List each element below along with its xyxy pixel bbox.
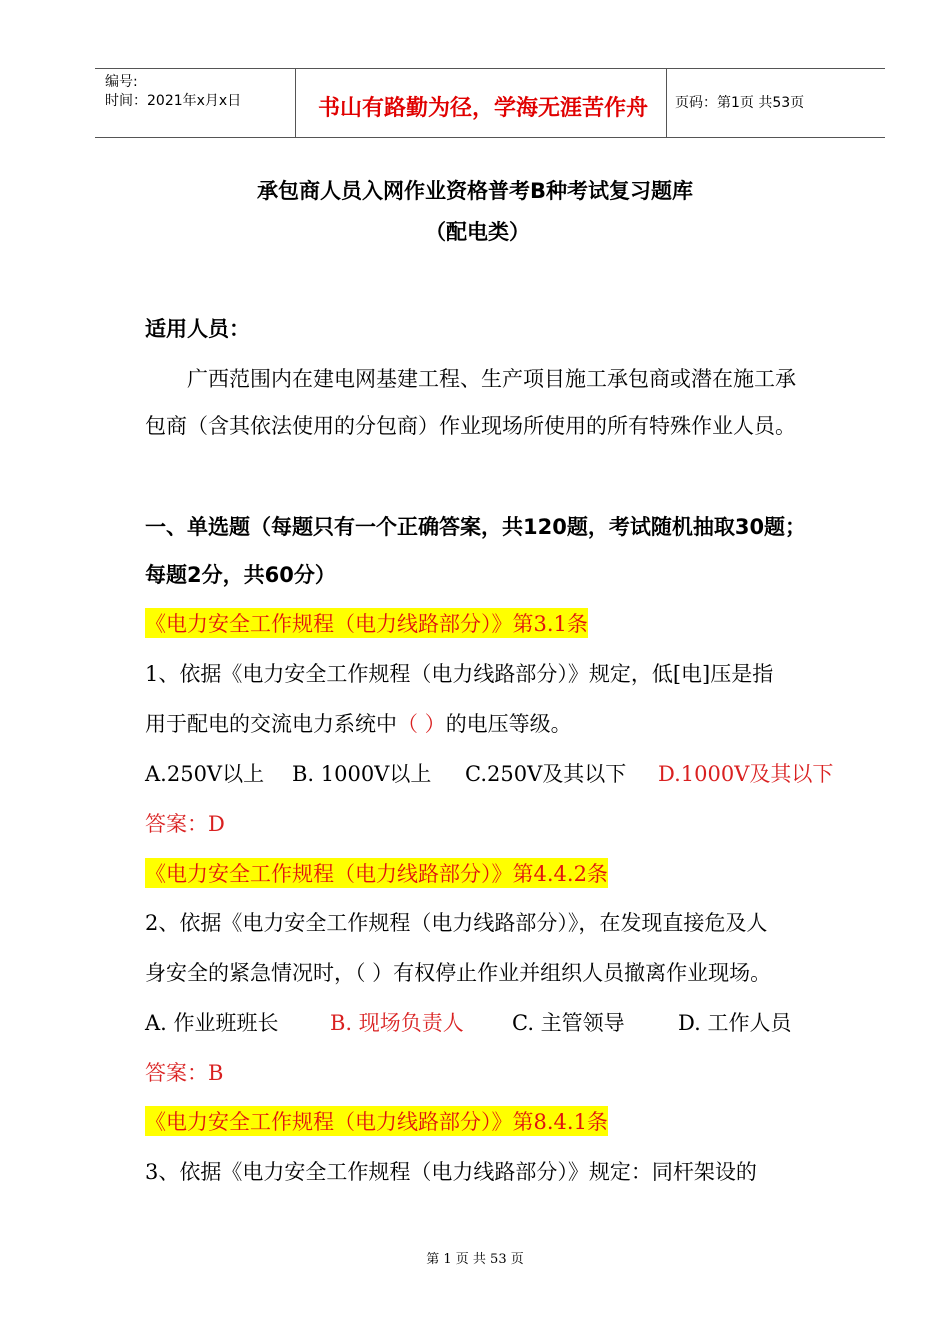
q3-text-line-1: 3、依据《电力安全工作规程（电力线路部分）》规定：同杆架设的: [145, 1160, 757, 1184]
q2-option-b: B. 现场负责人: [330, 1011, 464, 1035]
q1-answer: 答案：D: [145, 812, 225, 836]
applicable-line-1: 广西范围内在建电网基建工程、生产项目施工承包商或潜在施工承: [187, 367, 796, 391]
applicable-line-2: 包商（含其依法使用的分包商）作业现场所使用的所有特殊作业人员。: [145, 414, 796, 438]
q1-text-line-2: [145, 708, 572, 738]
doc-subtitle: （配电类）: [425, 220, 530, 244]
number-label: 编号:: [105, 74, 138, 90]
q2-answer: 答案：B: [145, 1061, 224, 1085]
doc-title: 承包商人员入网作业资格普考B种考试复习题库: [257, 179, 694, 203]
q2-text-line-2: 身安全的紧急情况时，（ ）有权停止作业并组织人员撤离作业现场。: [145, 961, 772, 985]
q1-option-b: B. 1000V以上: [292, 762, 432, 786]
header-info-cell: [95, 69, 295, 137]
q1-blank: （ ）: [397, 712, 446, 736]
q3-source: 《电力安全工作规程（电力线路部分）》第8.4.1条: [145, 1106, 608, 1136]
q2-source: 《电力安全工作规程（电力线路部分）》第4.4.2条: [145, 858, 608, 888]
page-header: [95, 68, 885, 138]
applicable-heading: 适用人员：: [145, 317, 250, 341]
q1-option-a: A.250V以上: [145, 762, 265, 786]
q1-text-line-1: 1、依据《电力安全工作规程（电力线路部分）》规定，低[电]压是指: [145, 662, 774, 686]
header-motto-cell: [295, 69, 667, 137]
section-heading-line-1: 一、单选题（每题只有一个正确答案，共120题，考试随机抽取30题；: [145, 515, 807, 539]
section-heading-line-2: 每题2分，共60分）: [145, 563, 336, 587]
q2-option-d: D. 工作人员: [678, 1011, 792, 1035]
q1-text-part-a: 用于配电的交流电力系统中: [145, 712, 397, 736]
page-footer: 第 1 页 共 53 页: [426, 1252, 524, 1267]
q1-option-d: D.1000V及其以下: [658, 762, 834, 786]
q1-option-c: C.250V及其以下: [465, 762, 627, 786]
motto: 书山有路勤为径，学海无涯苦作舟: [318, 96, 649, 121]
q2-text-line-1: 2、依据《电力安全工作规程（电力线路部分）》，在发现直接危及人: [145, 911, 768, 935]
header-page-cell: [665, 69, 885, 137]
time-label: 时间：2021年x月x日: [105, 93, 242, 109]
page-label: 页码：第1页 共53页: [675, 95, 805, 111]
q2-option-a: A. 作业班班长: [145, 1011, 279, 1035]
q2-option-c: C. 主管领导: [512, 1011, 625, 1035]
q1-source: 《电力安全工作规程（电力线路部分）》第3.1条: [145, 608, 588, 638]
q1-text-part-b: 的电压等级。: [445, 712, 572, 736]
